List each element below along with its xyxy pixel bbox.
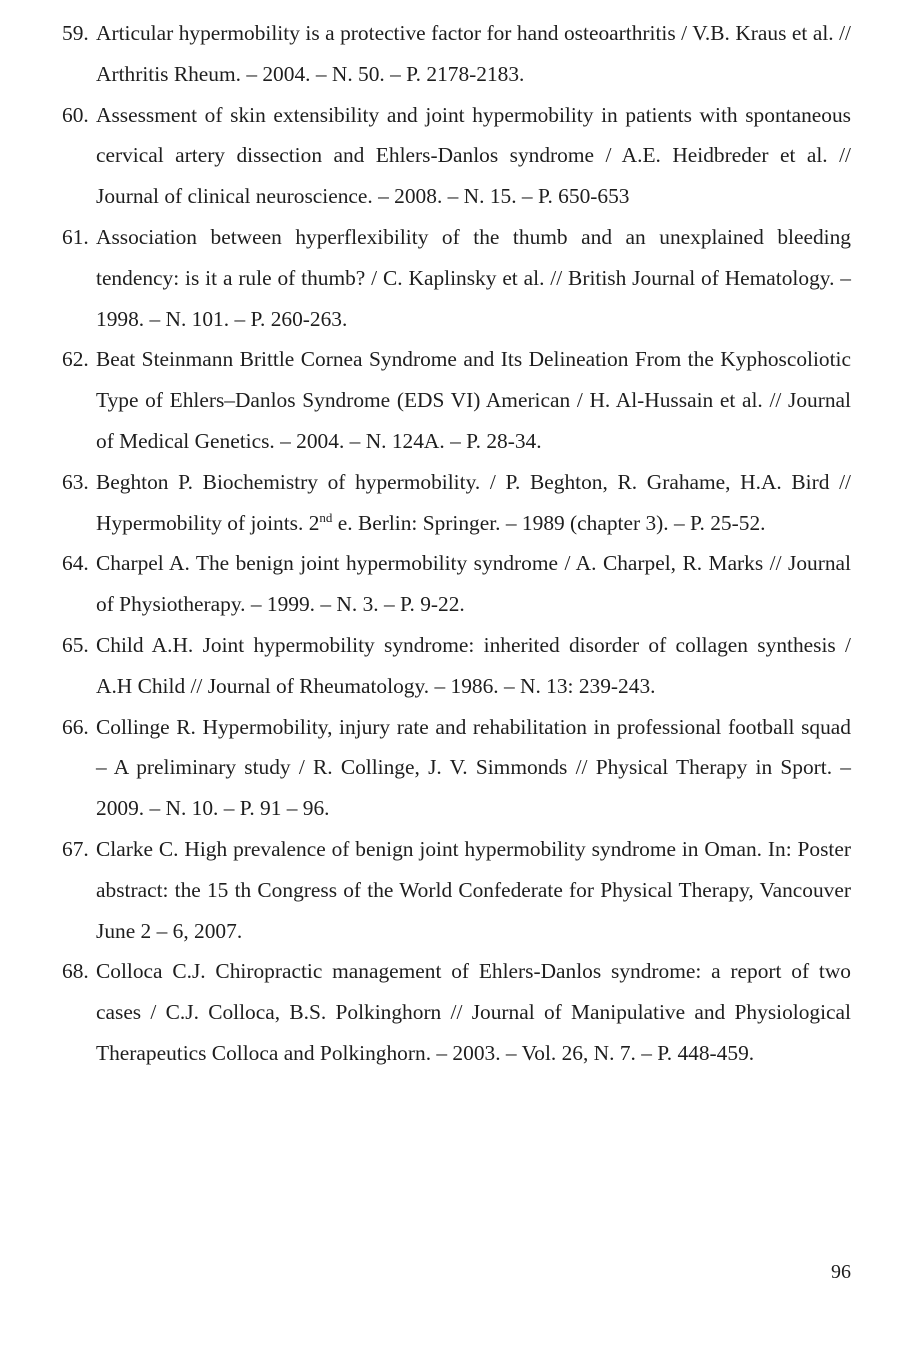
- reference-item: [62, 625, 851, 707]
- page-number: 96: [831, 1261, 851, 1283]
- reference-text: Collinge R. Hypermobility, injury rate and rehabilitation in professional football squad – A preliminary study / R. Collinge, J. V. Simmonds // Physical Therapy in Sport. – 2009. – N. 10. – P. 91 – 96.: [96, 714, 851, 821]
- reference-number: 65.: [62, 632, 89, 657]
- reference-number: 68.: [62, 959, 89, 984]
- reference-number: 60.: [62, 102, 89, 127]
- reference-item: [62, 339, 851, 461]
- reference-item: [62, 462, 851, 544]
- reference-text: Articular hypermobility is a protective factor for hand osteoarthritis / V.B. Kraus et al. // Arthritis Rheum. – 2004. – N. 50. – P. 2178-2183.: [96, 21, 851, 86]
- reference-list: [62, 13, 851, 1074]
- reference-text: Charpel A. The benign joint hypermobility syndrome / A. Charpel, R. Marks // Journal of Physiotherapy. – 1999. – N. 3. – P. 9-22.: [96, 551, 851, 617]
- reference-text: Clarke C. High prevalence of benign joint hypermobility syndrome in Oman. In: Poster abstract: the 15 th Congress of the World Confederate for Physical Therapy, Vancouver June 2 – 6, 2007.: [96, 836, 851, 943]
- reference-item: [62, 951, 851, 1073]
- reference-item: [62, 95, 851, 217]
- reference-number: 63.: [62, 469, 89, 494]
- reference-number: 59.: [62, 21, 89, 45]
- reference-item: [62, 217, 851, 339]
- reference-item: [62, 543, 851, 625]
- reference-text-part: Beghton P. Biochemistry of hypermobility. / P. Beghton, R. Grahame, H.A. Bird // Hypermobility of joints. 2: [96, 469, 851, 535]
- reference-number: 67.: [62, 836, 89, 861]
- reference-text-part: e. Berlin: Springer. – 1989 (chapter 3). – P. 25-52.: [332, 510, 766, 535]
- reference-item: [62, 829, 851, 951]
- reference-text: Assessment of skin extensibility and joint hypermobility in patients with spontaneous cervical artery dissection and Ehlers-Danlos syndrome / A.E. Heidbreder et al. // Journal of clinical neuroscience. – 2008. – N. 15. – P. 650-653: [96, 102, 851, 209]
- reference-number: 66.: [62, 714, 89, 739]
- reference-number: 61.: [62, 224, 89, 249]
- reference-text: Beat Steinmann Brittle Cornea Syndrome and Its Delineation From the Kyphoscoliotic Type of Ehlers–Danlos Syndrome (EDS VI) American / H. Al-Hussain et al. // Journal of Medical Genetics. – 2004. – N. 124A. – P. 28-34.: [96, 347, 851, 453]
- reference-text: Association between hyperflexibility of the thumb and an unexplained bleeding tendency: is it a rule of thumb? / C. Kaplinsky et al. // British Journal of Hematology. – 1998. – N. 101. – P. 260-263.: [96, 224, 851, 331]
- reference-number: 62.: [62, 347, 89, 372]
- reference-text: Colloca C.J. Chiropractic management of Ehlers-Danlos syndrome: a report of two cases / C.J. Colloca, B.S. Polkinghorn // Journal of Manipulative and Physiological Therapeutics Colloca and Polkinghorn. – 2003. – Vol. 26, N. 7. – P. 448-459.: [96, 959, 851, 1065]
- reference-number: 64.: [62, 551, 89, 576]
- ordinal-superscript: nd: [319, 509, 333, 525]
- reference-text: Child A.H. Joint hypermobility syndrome: inherited disorder of collagen synthesis / A.H Child // Journal of Rheumatology. – 1986. – N. 13: 239-243.: [96, 632, 851, 698]
- reference-item: [62, 707, 851, 829]
- reference-text: [96, 462, 851, 544]
- reference-item: [62, 13, 851, 95]
